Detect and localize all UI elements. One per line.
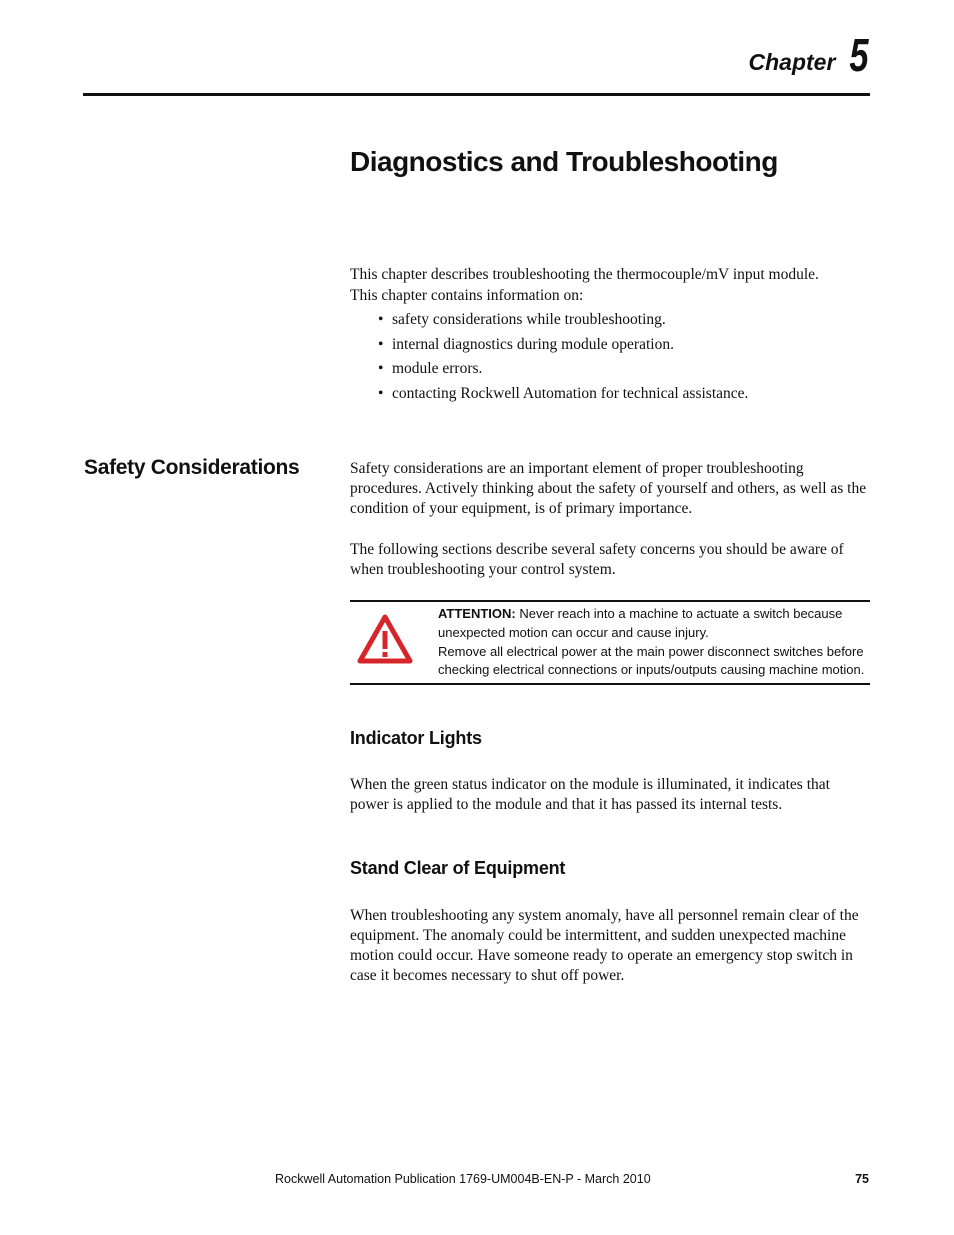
- intro-line-1: This chapter describes troubleshooting the thermocouple/mV input module.: [350, 266, 819, 283]
- page-title: Diagnostics and Troubleshooting: [350, 146, 778, 177]
- safety-paragraph-1: Safety considerations are an important element of proper troubleshooting procedures. Actively thinking about the safety of yourself and others, as well as the condition of your equipment, is of primary importance.: [350, 460, 867, 517]
- safety-heading: Safety Considerations: [84, 456, 300, 479]
- list-item: • safety considerations while troubleshooting.: [378, 310, 748, 330]
- footer-publication: Rockwell Automation Publication 1769-UM004B-EN-P - March 2010: [275, 1172, 651, 1186]
- stand-clear-paragraph: When troubleshooting any system anomaly, have all personnel remain clear of the equipment. The anomaly could be intermittent, and sudden unexpected machine motion could occur. Have someone ready to operate an emergency stop switch in case it becomes necessary to shut off power.: [350, 907, 859, 984]
- warning-triangle-icon: [357, 614, 413, 664]
- chapter-rule: [83, 93, 870, 96]
- indicator-lights-heading: Indicator Lights: [350, 728, 482, 748]
- attention-text-1: Never reach into a machine to actuate a switch because unexpected motion can occur and cause injury.: [438, 606, 843, 640]
- attention-text: [438, 605, 868, 680]
- list-item: • contacting Rockwell Automation for technical assistance.: [378, 384, 748, 404]
- page-number: 75: [855, 1172, 869, 1186]
- intro-bullet-list: [378, 310, 748, 408]
- chapter-header: [748, 29, 870, 81]
- list-item: • internal diagnostics during module operation.: [378, 335, 748, 355]
- attention-box: [350, 600, 870, 685]
- attention-text-2: Remove all electrical power at the main power disconnect switches before checking electrical connections or inputs/outputs causing machine motion.: [438, 643, 865, 678]
- safety-paragraph-2: The following sections describe several safety concerns you should be aware of when troubleshooting your control system.: [350, 541, 844, 578]
- chapter-label: Chapter: [748, 49, 836, 75]
- intro-line-2: This chapter contains information on:: [350, 287, 584, 304]
- stand-clear-heading: Stand Clear of Equipment: [350, 858, 566, 878]
- attention-label: ATTENTION:: [438, 606, 516, 621]
- indicator-lights-paragraph: When the green status indicator on the module is illuminated, it indicates that power is applied to the module and that it has passed its internal tests.: [350, 776, 830, 813]
- chapter-number: 5: [849, 29, 869, 81]
- list-item: • module errors.: [378, 359, 748, 379]
